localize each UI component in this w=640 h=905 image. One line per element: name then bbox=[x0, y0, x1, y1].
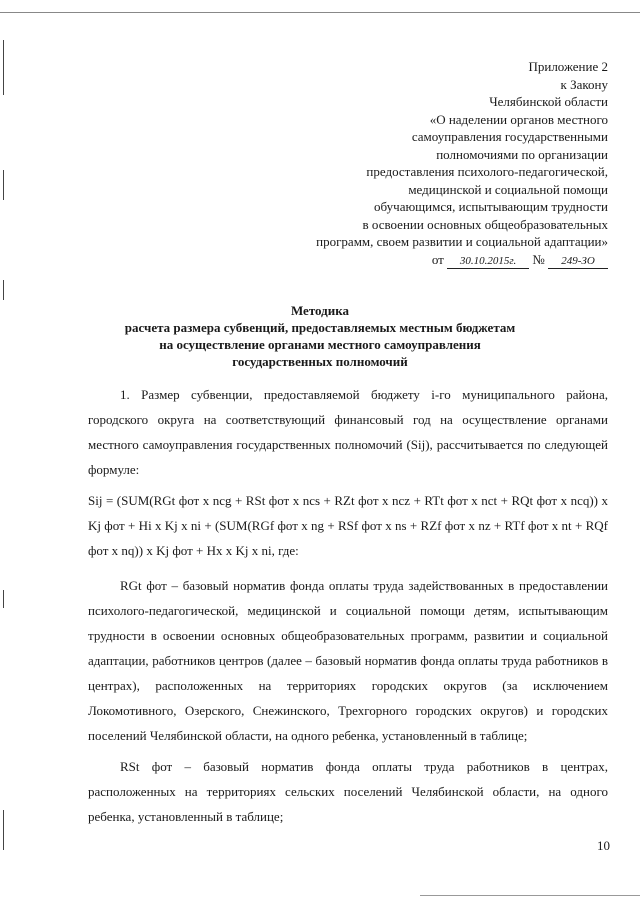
paragraph-rs: RSt фот – базовый норматив фонда оплаты труда работников в центрах, расположенных на территориях сельских поселений Челябинской области, на одного ребенка, установленный в таблице; bbox=[88, 759, 608, 824]
appendix-line: программ, своем развитии и социальной адаптации» bbox=[316, 234, 608, 249]
law-date-number bbox=[248, 251, 608, 269]
scan-edge-top bbox=[0, 12, 640, 13]
appendix-line: предоставления психолого-педагогической, bbox=[366, 164, 608, 179]
law-number: 249-ЗО bbox=[548, 254, 608, 269]
number-label: № bbox=[532, 251, 545, 267]
paragraph-rg: RGt фот – базовый норматив фонда оплаты труда задействованных в предоставлении психолого-педагогической, медицинской и социальной помощи детям, испытывающим трудности в освоении основных общеобразовательных программ, развитии и социальной адаптации, работников центров (далее – базовый норматив фонда оплаты труда работников в центрах), расположенных на территориях городских округов (за исключением Локомотивного, Озерского, Снежинского, Трехгорного городских округов) и городских поселений Челябинской области, на одного ребенка, установленный в таблице; bbox=[88, 578, 608, 743]
title-line: государственных полномочий bbox=[232, 354, 408, 369]
appendix-line: Приложение 2 bbox=[528, 59, 608, 74]
law-date: 30.10.2015г. bbox=[447, 254, 529, 269]
appendix-line: «О наделении органов местного bbox=[429, 111, 608, 127]
appendix-line: обучающимся, испытывающим трудности bbox=[374, 199, 608, 214]
scan-edge-left bbox=[3, 40, 4, 95]
document-body bbox=[88, 382, 608, 835]
document-title bbox=[80, 302, 560, 370]
title-line: на осуществление органами местного самоуправления bbox=[159, 337, 481, 352]
scan-edge-left bbox=[3, 170, 4, 200]
paragraph-1: 1. Размер субвенции, предоставляемой бюджету i-го муниципального района, городского округа на соответствующий финансовый год на осуществление органами местного самоуправления государственных полномочий (Sij), рассчитывается по следующей формуле: bbox=[88, 387, 608, 477]
appendix-line: в освоении основных общеобразовательных bbox=[362, 216, 608, 232]
title-line: расчета размера субвенций, предоставляемых местным бюджетам bbox=[124, 320, 516, 335]
scan-edge-left bbox=[3, 280, 4, 300]
appendix-line: Челябинской области bbox=[489, 94, 608, 109]
page-number: 10 bbox=[597, 838, 610, 853]
scan-edge-left bbox=[3, 590, 4, 608]
appendix-line: самоуправления государственными bbox=[411, 129, 608, 144]
appendix-line: полномочиями по организации bbox=[436, 146, 608, 162]
appendix-header bbox=[248, 58, 608, 269]
appendix-line: к Закону bbox=[560, 76, 608, 92]
appendix-line: медицинской и социальной помощи bbox=[408, 181, 608, 197]
from-label: от bbox=[431, 251, 444, 267]
scan-edge-bottom bbox=[420, 895, 640, 896]
scan-edge-left bbox=[3, 810, 4, 850]
formula: Sij = (SUM(RGt фот х ncg + RSt фот х ncs + RZt фот х ncz + RTt фот х nct + RQt фот х ncq)) х Kj фот + Hi х Kj х ni + (SUM(RGf фот х ng + RSf фот х ns + RZf фот х nz + RTf фот х nt + RQf фот х nq)) х Kj фот + Hx х Kj х ni, где: bbox=[88, 493, 608, 558]
title-line: Методика bbox=[290, 303, 350, 318]
